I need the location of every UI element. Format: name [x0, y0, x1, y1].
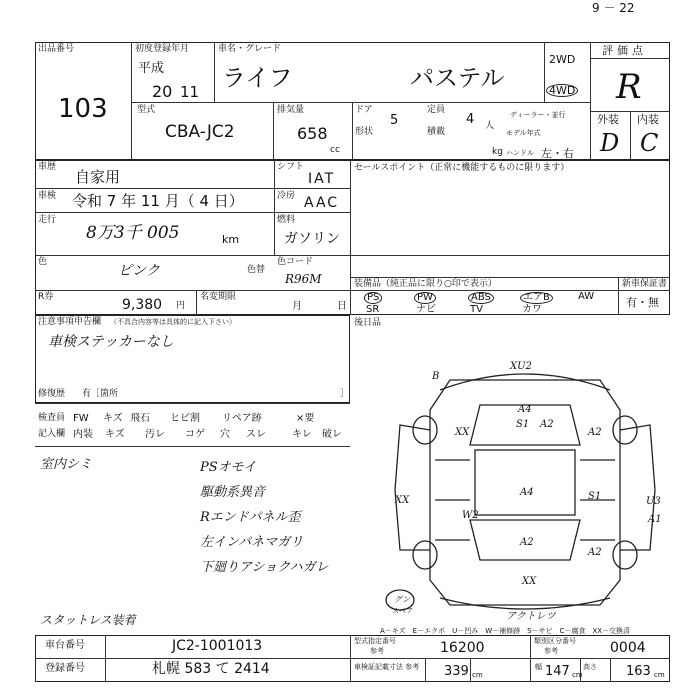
diagram-mark: U3 [646, 496, 661, 507]
inspector-note: 下廻りアショクハガレ [200, 560, 329, 575]
first-reg-label: 初度登録年月 [135, 44, 190, 54]
bottom-word: アクトレツ [506, 611, 556, 622]
checklist-item: 汚レ [145, 429, 165, 440]
model-year-label: モデル年式 [506, 129, 541, 137]
diagram-mark: XX [455, 427, 470, 438]
month-unit: 月 [292, 301, 302, 312]
class-no: 0004 [610, 640, 646, 656]
checklist-item: ヒビ割 [170, 413, 200, 424]
reg: 札幌 583 て 2414 [152, 661, 270, 677]
lot-number: 103 [58, 94, 108, 124]
warranty-value: 有・無 [626, 296, 659, 309]
yen-unit: 円 [176, 301, 186, 311]
diagram-mark: A2 [540, 419, 554, 430]
reg-label: 登録番号 [45, 663, 85, 674]
repair-label: 修復歴 [38, 389, 66, 399]
length-unit: cm [472, 671, 483, 679]
recycle-label: R券 [38, 292, 54, 302]
equipment-label: 装備品（純正品に限り○印で表示） [354, 279, 497, 289]
inspection-label: 車検 [38, 191, 57, 201]
inspector-note: 駆動系異音 [200, 485, 266, 500]
load-label: 積載 [427, 127, 446, 137]
fuel-label: 燃料 [277, 215, 296, 225]
grade: パステル [410, 64, 505, 92]
repair-value: 有［箇所 [82, 389, 119, 399]
interior-grade: C [640, 129, 659, 157]
ac: AAC [304, 195, 340, 211]
name-change-label: 名変期限 [200, 292, 237, 302]
first-reg-year: 20 [152, 82, 173, 101]
recycle-fee: 9,380 [122, 297, 163, 313]
car-name: ライフ [222, 64, 293, 92]
equipment-item: エアB [520, 292, 553, 304]
capacity: 4 [466, 112, 475, 127]
capacity-unit: 人 [485, 121, 495, 131]
diagram-mark: A2 [520, 537, 534, 548]
model-label: 型式 [137, 105, 156, 115]
diagram-mark: XU2 [510, 361, 532, 372]
interior-label: 内装 [637, 113, 659, 126]
width-unit: cm [572, 671, 583, 679]
notes-label: 注意事項申告欄 [38, 317, 102, 327]
class-ref-label: 参考 [544, 647, 558, 655]
drive-2wd: 2WD [549, 53, 576, 66]
diagram-mark: A2 [588, 427, 602, 438]
inspector-label: 検査員 [38, 413, 66, 423]
diagram-mark: XX [395, 495, 410, 506]
checklist-item: 破レ [322, 429, 342, 440]
eval-score: R [616, 67, 642, 107]
cc-unit: cc [330, 145, 340, 155]
width-label: 幅 [535, 663, 542, 671]
color-label: 色 [38, 257, 48, 267]
checklist-item: キズ [105, 429, 125, 440]
checklist-item: 飛石 [130, 413, 150, 424]
exterior-label: 外装 [597, 113, 619, 126]
diagram-mark: XX [522, 576, 537, 587]
equipment-item: ABS [468, 292, 494, 304]
entry-label: 記入欄 [38, 429, 66, 439]
lot-label: 出品番号 [38, 44, 75, 54]
kg-unit: kg [492, 147, 503, 157]
diagram-mark: A4 [518, 404, 532, 415]
color: ピンク [118, 263, 160, 279]
displacement-label: 排気量 [277, 105, 305, 115]
notes-label-small: （不具合内容等は具体的に記入下さい） [110, 318, 236, 326]
capacity-label: 定員 [427, 105, 446, 115]
checklist-item: リペア跡 [222, 413, 262, 424]
diagram-mark: S1 [588, 491, 602, 502]
diagram-mark: S1 [516, 419, 530, 430]
color-change-label: 色替 [247, 265, 266, 275]
model: CBA-JC2 [165, 122, 235, 142]
damage-legend: A－キズ E－エクボ U－凹み W－補修跡 S－サビ C－腐食 XX－交換済 [380, 627, 631, 635]
checklist-item: キズ [103, 413, 123, 424]
checklist-item: 穴 [220, 429, 230, 440]
shape-label: 形状 [355, 127, 374, 137]
era: 平成 [138, 61, 165, 76]
dealer-label: ディーラー・並行 [510, 111, 566, 119]
equipment-item: ナビ [416, 304, 436, 315]
eval-label: 評価点 [602, 44, 647, 57]
mileage-label: 走行 [38, 215, 57, 225]
height-label: 高さ [583, 663, 597, 671]
displacement: 658 [297, 124, 328, 143]
chassis: JC2-1001013 [172, 638, 263, 654]
length-label: 車検証記載寸法 参考 [354, 663, 420, 671]
inspection: 令和 7 年 11 月（ 4 日） [72, 192, 244, 210]
km-unit: km [222, 233, 240, 246]
class-label: 類別区分番号 [534, 637, 576, 645]
page-mark: 9 － 22 [592, 1, 635, 15]
equipment-item: SR [366, 304, 380, 315]
notes-text: 車検ステッカーなし [48, 334, 174, 350]
diagram-mark: W2 [462, 510, 479, 521]
rear-items-label: 後日品 [354, 318, 382, 328]
handle-value: 左・右 [541, 147, 574, 160]
color-code: R96M [285, 272, 322, 286]
diagram-mark: B [432, 371, 440, 382]
checklist-row2-head: 内装 [73, 429, 93, 440]
diagram-mark: A1 [648, 514, 662, 525]
history-label: 車歴 [38, 162, 57, 172]
car-name-label: 車名・グレード [218, 44, 282, 54]
mileage: 8万3千 005 [86, 223, 180, 243]
height: 163 [626, 664, 651, 679]
equipment-item: PS [364, 292, 382, 304]
handle-label: ハンドル [506, 149, 534, 157]
type-no: 16200 [440, 640, 485, 656]
doors: 5 [390, 113, 399, 128]
type-no-label: 型式指定番号 [354, 637, 396, 645]
exterior-grade: D [600, 129, 620, 157]
checklist-row1-head: FW [73, 413, 89, 424]
checklist-item: ×要 [296, 413, 315, 424]
warranty-label: 新車保証書 [622, 279, 668, 289]
length: 339 [444, 664, 469, 679]
equipment-item: PW [414, 292, 436, 304]
width: 147 [545, 664, 570, 679]
equipment-item: AW [578, 291, 595, 302]
shift: IAT [308, 171, 336, 187]
day-unit: 日 [337, 301, 347, 312]
sales-point-label: セールスポイント（正常に機能するものに限ります） [354, 163, 570, 173]
inspector-note: Rエンドパネル歪 [200, 510, 301, 525]
ac-label: 冷房 [277, 191, 296, 201]
repair-close: ］ [340, 389, 350, 399]
diagram-mark: A4 [520, 487, 534, 498]
inspector-note: PSオモイ [200, 460, 257, 475]
diagram-mark: A2 [588, 547, 602, 558]
equipment-item: カワ [522, 304, 542, 315]
inspector-note: 左インパネマガリ [200, 535, 304, 550]
checklist-item: コゲ [185, 429, 205, 440]
color-code-label: 色コード [277, 257, 314, 267]
history: 自家用 [75, 168, 121, 186]
equipment-item: TV [470, 304, 483, 315]
first-reg-month: 11 [180, 83, 200, 101]
drive-4wd: 4WD [546, 84, 578, 97]
checklist-item: キレ [292, 429, 312, 440]
inspector-note-left: 室内シミ [40, 457, 93, 472]
doors-label: ドア [355, 105, 373, 115]
type-ref-label: 参考 [370, 647, 384, 655]
shift-label: シフト [277, 162, 305, 172]
chassis-label: 車台番号 [45, 640, 85, 651]
spare-label: スペア [392, 607, 413, 615]
height-unit: cm [654, 671, 665, 679]
fuel: ガソリン [284, 231, 340, 247]
spare-word: グン [394, 595, 410, 604]
checklist-item: スレ [246, 429, 266, 440]
inspector-note-bottom: スタットレス装着 [40, 613, 136, 627]
